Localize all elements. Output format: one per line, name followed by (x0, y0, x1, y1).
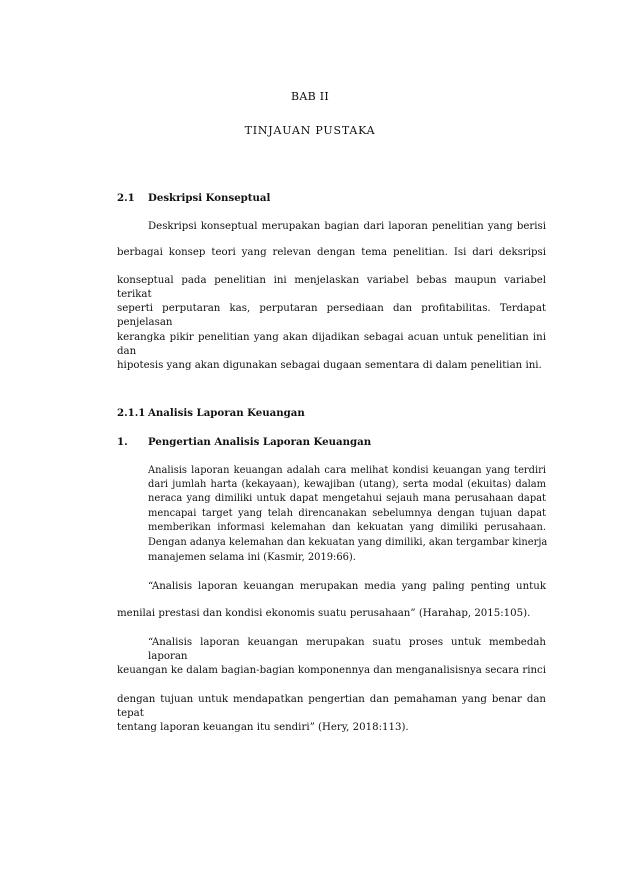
quote-line: mencapai target yang telah direncanakan sebelumnya dengan tujuan dapat (148, 508, 546, 519)
paragraph-line: tentang laporan keuangan itu sendiri” (Hery, 2018:113). (117, 722, 409, 733)
chapter-title: TINJAUAN PUSTAKA (244, 124, 376, 137)
section-heading: Deskripsi Konseptual (148, 192, 271, 204)
section-number: 2.1 (117, 192, 135, 204)
paragraph-line: Deskripsi konseptual merupakan bagian dari laporan penelitian yang berisi (148, 221, 546, 232)
subsection-number: 2.1.1 (117, 407, 146, 419)
paragraph-line: hipotesis yang akan digunakan sebagai dugaan sementara di dalam penelitian ini. (117, 360, 542, 371)
paragraph-line: konseptual pada penelitian ini menjelaskan variabel bebas maupun variabel terikat (117, 275, 546, 300)
quote-line: Dengan adanya kelemahan dan kekuatan yang dimiliki, akan tergambar kinerja (148, 537, 548, 548)
paragraph-line: “Analisis laporan keuangan merupakan media yang paling penting untuk (148, 581, 546, 592)
paragraph-line: kerangka pikir penelitian yang akan dijadikan sebagai acuan untuk penelitian ini dan (117, 332, 546, 357)
paragraph-line: menilai prestasi dan kondisi ekonomis suatu perusahaan” (Harahap, 2015:105). (117, 608, 531, 619)
subsection-heading: Analisis Laporan Keuangan (148, 407, 305, 419)
paragraph-line: “Analisis laporan keuangan merupakan suatu proses untuk membedah laporan (148, 637, 546, 662)
paragraph-line: keuangan ke dalam bagian-bagian komponennya dan menganalisisnya secara rinci (117, 665, 546, 676)
quote-line: dari jumlah harta (kekayaan), kewajiban (utang), serta modal (ekuitas) dalam (148, 479, 546, 490)
quote-line: manajemen selama ini (Kasmir, 2019:66). (148, 552, 356, 563)
paragraph-line: seperti perputaran kas, perputaran persediaan dan profitabilitas. Terdapat penjelasan (117, 303, 546, 328)
quote-line: Analisis laporan keuangan adalah cara melihat kondisi keuangan yang terdiri (148, 465, 546, 476)
quote-line: memberikan informasi kelemahan dan kekuatan yang dimiliki perusahaan. (148, 522, 546, 533)
chapter-number: BAB II (290, 90, 330, 103)
list-heading: Pengertian Analisis Laporan Keuangan (148, 436, 372, 448)
quote-line: neraca yang dimiliki untuk dapat mengetahui sejauh mana perusahaan dapat (148, 493, 546, 504)
list-number: 1. (117, 436, 128, 448)
paragraph-line: dengan tujuan untuk mendapatkan pengertian dan pemahaman yang benar dan tepat (117, 694, 546, 719)
paragraph-line: berbagai konsep teori yang relevan dengan tema penelitian. Isi dari deksripsi (117, 247, 546, 258)
